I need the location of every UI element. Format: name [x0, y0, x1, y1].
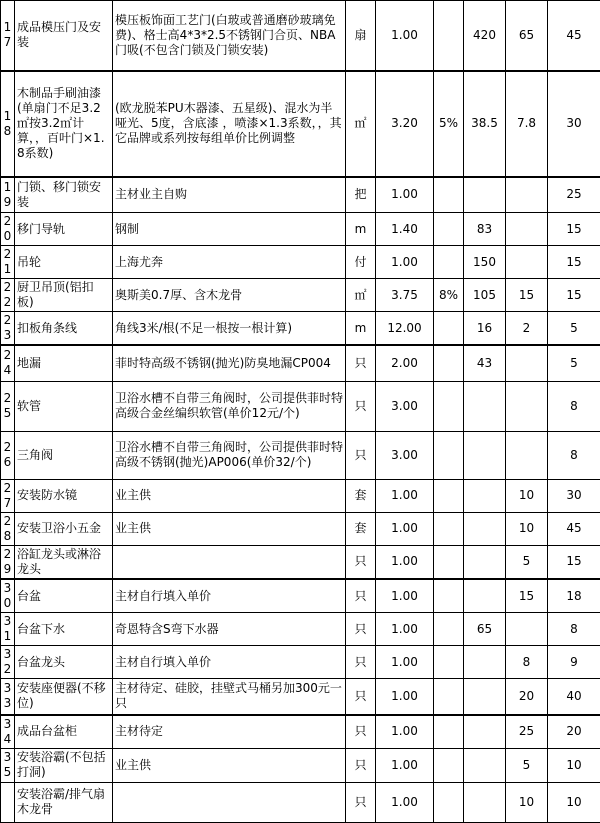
loss-percent-cell — [434, 312, 464, 346]
price3-cell: 10 — [548, 748, 600, 782]
price2-cell: 65 — [506, 1, 548, 71]
quantity-cell: 1.00 — [376, 715, 434, 749]
table-row — [1, 213, 600, 246]
row-number-cell: 30 — [1, 579, 15, 613]
quantity-cell: 1.00 — [376, 748, 434, 782]
table-row — [1, 312, 600, 346]
price1-cell — [464, 679, 506, 715]
desc-cell: 主材待定 — [113, 715, 346, 749]
price1-cell — [464, 748, 506, 782]
price1-cell: 43 — [464, 345, 506, 381]
price2-cell: 10 — [506, 479, 548, 512]
price2-cell: 10 — [506, 512, 548, 545]
row-number-cell: 31 — [1, 613, 15, 646]
quantity-cell: 12.00 — [376, 312, 434, 346]
desc-cell: 钢制 — [113, 213, 346, 246]
unit-cell: 只 — [346, 431, 376, 479]
item-cell: 安装防水镜 — [15, 479, 113, 512]
table-row — [1, 279, 600, 312]
price1-cell: 38.5 — [464, 71, 506, 177]
loss-percent-cell — [434, 748, 464, 782]
item-cell: 台盆下水 — [15, 613, 113, 646]
row-number-cell: 28 — [1, 512, 15, 545]
item-cell: 安装座便器(不移位) — [15, 679, 113, 715]
price1-cell: 83 — [464, 213, 506, 246]
loss-percent-cell — [434, 715, 464, 749]
unit-cell: ㎡ — [346, 71, 376, 177]
desc-cell: 卫浴水槽不自带三角阀时，公司提供菲时特高级不锈钢(抛光)AP006(单价32/个) — [113, 431, 346, 479]
price2-cell: 7.8 — [506, 71, 548, 177]
price2-cell — [506, 345, 548, 381]
price3-cell: 30 — [548, 71, 600, 177]
unit-cell: m — [346, 312, 376, 346]
unit-cell: 套 — [346, 479, 376, 512]
item-cell: 门锁、移门锁安装 — [15, 177, 113, 213]
table-row — [1, 646, 600, 679]
desc-cell: 主材自行填入单价 — [113, 579, 346, 613]
price3-cell: 15 — [548, 246, 600, 279]
unit-cell: 只 — [346, 748, 376, 782]
loss-percent-cell: 8% — [434, 279, 464, 312]
quantity-cell: 3.00 — [376, 431, 434, 479]
price3-cell: 5 — [548, 345, 600, 381]
price2-cell — [506, 431, 548, 479]
item-cell: 木制品手刷油漆(单扇门不足3.2㎡按3.2㎡计算，，百叶门×1.8系数) — [15, 71, 113, 177]
row-number-cell: 27 — [1, 479, 15, 512]
desc-cell: 菲时特高级不锈钢(抛光)防臭地漏CP004 — [113, 345, 346, 381]
desc-cell: 奇恩特含S弯下水器 — [113, 613, 346, 646]
price3-cell: 45 — [548, 512, 600, 545]
desc-cell: 业主供 — [113, 512, 346, 545]
quantity-cell: 3.75 — [376, 279, 434, 312]
price2-cell — [506, 613, 548, 646]
desc-cell — [113, 782, 346, 822]
table-row — [1, 479, 600, 512]
price1-cell — [464, 646, 506, 679]
row-number-cell: 34 — [1, 715, 15, 749]
desc-cell: 主材业主自购 — [113, 177, 346, 213]
unit-cell: 付 — [346, 246, 376, 279]
row-number-cell: 32 — [1, 646, 15, 679]
row-number-cell: 35 — [1, 748, 15, 782]
price3-cell: 5 — [548, 312, 600, 346]
row-number-cell: 33 — [1, 679, 15, 715]
item-cell: 台盆龙头 — [15, 646, 113, 679]
desc-cell: 角线3米/根(不足一根按一根计算) — [113, 312, 346, 346]
item-cell: 三角阀 — [15, 431, 113, 479]
price3-cell: 20 — [548, 715, 600, 749]
price2-cell: 15 — [506, 579, 548, 613]
price1-cell: 150 — [464, 246, 506, 279]
loss-percent-cell — [434, 213, 464, 246]
price2-cell — [506, 213, 548, 246]
price2-cell: 15 — [506, 279, 548, 312]
loss-percent-cell — [434, 345, 464, 381]
row-number-cell: 18 — [1, 71, 15, 177]
desc-cell: 卫浴水槽不自带三角阀时，公司提供菲时特高级合金丝编织软管(单价12元/个) — [113, 381, 346, 431]
price3-cell: 8 — [548, 381, 600, 431]
quantity-cell: 1.00 — [376, 1, 434, 71]
unit-cell: 把 — [346, 177, 376, 213]
price1-cell: 105 — [464, 279, 506, 312]
price2-cell — [506, 381, 548, 431]
unit-cell: 扇 — [346, 1, 376, 71]
price3-cell: 40 — [548, 679, 600, 715]
loss-percent-cell — [434, 512, 464, 545]
loss-percent-cell — [434, 613, 464, 646]
table-row — [1, 381, 600, 431]
price3-cell: 25 — [548, 177, 600, 213]
quantity-cell: 1.00 — [376, 479, 434, 512]
item-cell: 成品模压门及安装 — [15, 1, 113, 71]
price-table-body — [1, 1, 600, 823]
item-cell: 地漏 — [15, 345, 113, 381]
item-cell: 移门导轨 — [15, 213, 113, 246]
desc-cell: (欧龙脱苯PU木器漆、五星级)、混水为半哑光、5度，含底漆 ，喷漆×1.3系数，，其它品牌或系列按每组单价比例调整 — [113, 71, 346, 177]
unit-cell: 只 — [346, 679, 376, 715]
price2-cell — [506, 246, 548, 279]
quantity-cell: 1.00 — [376, 579, 434, 613]
loss-percent-cell — [434, 646, 464, 679]
desc-cell: 模压板饰面工艺门(白玻或普通磨砂玻璃免费)、格士高4*3*2.5不锈钢门合页、NBA门吸(不包含门锁及门锁安装) — [113, 1, 346, 71]
quantity-cell: 1.40 — [376, 213, 434, 246]
table-row — [1, 431, 600, 479]
loss-percent-cell — [434, 479, 464, 512]
row-number-cell: 19 — [1, 177, 15, 213]
desc-cell: 主材待定、硅胶，挂壁式马桶另加300元一只 — [113, 679, 346, 715]
table-row — [1, 748, 600, 782]
table-row — [1, 177, 600, 213]
table-row — [1, 782, 600, 822]
loss-percent-cell: 5% — [434, 71, 464, 177]
unit-cell: ㎡ — [346, 279, 376, 312]
price1-cell — [464, 545, 506, 579]
row-number-cell: 22 — [1, 279, 15, 312]
price1-cell — [464, 512, 506, 545]
quantity-cell: 1.00 — [376, 646, 434, 679]
price2-cell: 2 — [506, 312, 548, 346]
row-number-cell: 21 — [1, 246, 15, 279]
price1-cell — [464, 479, 506, 512]
loss-percent-cell — [434, 679, 464, 715]
price3-cell: 8 — [548, 613, 600, 646]
table-row — [1, 246, 600, 279]
row-number-cell: 17 — [1, 1, 15, 71]
price3-cell: 15 — [548, 279, 600, 312]
table-row — [1, 345, 600, 381]
unit-cell: 只 — [346, 545, 376, 579]
row-number-cell: 24 — [1, 345, 15, 381]
price2-cell: 5 — [506, 545, 548, 579]
quantity-cell: 1.00 — [376, 246, 434, 279]
item-cell: 安装卫浴小五金 — [15, 512, 113, 545]
loss-percent-cell — [434, 177, 464, 213]
price3-cell: 9 — [548, 646, 600, 679]
row-number-cell: 20 — [1, 213, 15, 246]
desc-cell: 业主供 — [113, 748, 346, 782]
price3-cell: 15 — [548, 545, 600, 579]
table-row — [1, 545, 600, 579]
table-row — [1, 679, 600, 715]
price3-cell: 45 — [548, 1, 600, 71]
unit-cell: m — [346, 213, 376, 246]
quantity-cell: 2.00 — [376, 345, 434, 381]
desc-cell — [113, 545, 346, 579]
row-number-cell: 26 — [1, 431, 15, 479]
price2-cell: 8 — [506, 646, 548, 679]
row-number-cell: 29 — [1, 545, 15, 579]
quantity-cell: 1.00 — [376, 613, 434, 646]
quantity-cell: 1.00 — [376, 782, 434, 822]
table-row — [1, 715, 600, 749]
price3-cell: 8 — [548, 431, 600, 479]
item-cell: 安装浴霸(不包括打洞) — [15, 748, 113, 782]
unit-cell: 只 — [346, 345, 376, 381]
item-cell: 成品台盆柜 — [15, 715, 113, 749]
table-row — [1, 613, 600, 646]
item-cell: 软管 — [15, 381, 113, 431]
table-row — [1, 512, 600, 545]
loss-percent-cell — [434, 782, 464, 822]
row-number-cell — [1, 782, 15, 822]
item-cell: 吊轮 — [15, 246, 113, 279]
unit-cell: 只 — [346, 579, 376, 613]
price1-cell — [464, 431, 506, 479]
table-row — [1, 579, 600, 613]
price2-cell: 5 — [506, 748, 548, 782]
price2-cell — [506, 177, 548, 213]
price2-cell: 20 — [506, 679, 548, 715]
item-cell: 台盆 — [15, 579, 113, 613]
price1-cell — [464, 715, 506, 749]
item-cell: 安装浴霸/排气扇木龙骨 — [15, 782, 113, 822]
price2-cell: 25 — [506, 715, 548, 749]
unit-cell: 只 — [346, 381, 376, 431]
table-row — [1, 1, 600, 71]
price1-cell: 420 — [464, 1, 506, 71]
price1-cell: 16 — [464, 312, 506, 346]
item-cell: 扣板角条线 — [15, 312, 113, 346]
loss-percent-cell — [434, 431, 464, 479]
price3-cell: 30 — [548, 479, 600, 512]
price1-cell — [464, 381, 506, 431]
row-number-cell: 23 — [1, 312, 15, 346]
quantity-cell: 3.00 — [376, 381, 434, 431]
price3-cell: 15 — [548, 213, 600, 246]
unit-cell: 只 — [346, 646, 376, 679]
price1-cell — [464, 579, 506, 613]
desc-cell: 业主供 — [113, 479, 346, 512]
loss-percent-cell — [434, 579, 464, 613]
price1-cell: 65 — [464, 613, 506, 646]
price1-cell — [464, 782, 506, 822]
price3-cell: 10 — [548, 782, 600, 822]
desc-cell: 上海尤奔 — [113, 246, 346, 279]
loss-percent-cell — [434, 545, 464, 579]
price1-cell — [464, 177, 506, 213]
quantity-cell: 1.00 — [376, 679, 434, 715]
item-cell: 浴缸龙头或淋浴龙头 — [15, 545, 113, 579]
loss-percent-cell — [434, 1, 464, 71]
desc-cell: 主材自行填入单价 — [113, 646, 346, 679]
quantity-cell: 1.00 — [376, 177, 434, 213]
table-row — [1, 71, 600, 177]
unit-cell: 只 — [346, 782, 376, 822]
loss-percent-cell — [434, 246, 464, 279]
price2-cell: 10 — [506, 782, 548, 822]
quantity-cell: 1.00 — [376, 512, 434, 545]
quantity-cell: 1.00 — [376, 545, 434, 579]
item-cell: 厨卫吊顶(铝扣板) — [15, 279, 113, 312]
price3-cell: 18 — [548, 579, 600, 613]
quantity-cell: 3.20 — [376, 71, 434, 177]
unit-cell: 套 — [346, 512, 376, 545]
row-number-cell: 25 — [1, 381, 15, 431]
desc-cell: 奥斯美0.7厚、含木龙骨 — [113, 279, 346, 312]
unit-cell: 只 — [346, 613, 376, 646]
unit-cell: 只 — [346, 715, 376, 749]
loss-percent-cell — [434, 381, 464, 431]
